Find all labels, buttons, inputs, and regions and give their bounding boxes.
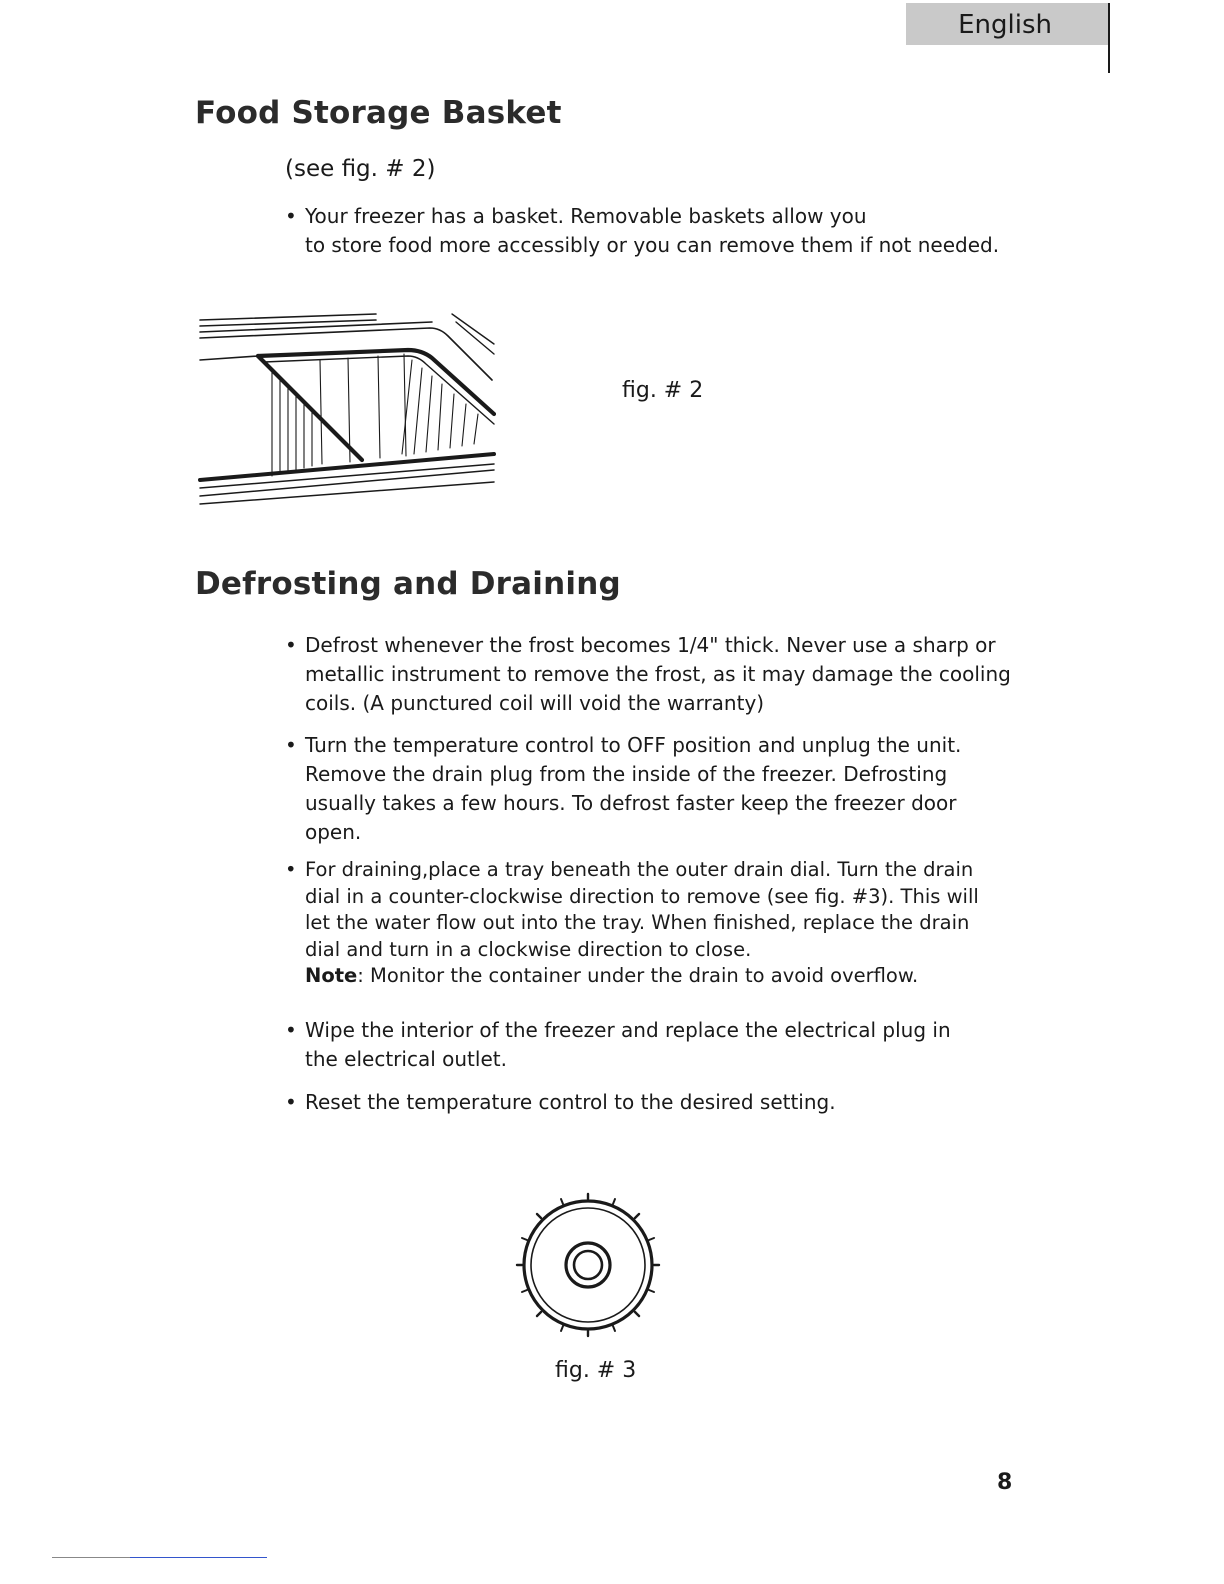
bullet-marker: • [285, 733, 297, 757]
figure-3-caption: fig. # 3 [555, 1358, 637, 1383]
list-item [285, 857, 985, 990]
bullet-text: Wipe the interior of the freezer and replace the electrical plug in the electrical outlet. [305, 1018, 951, 1071]
bullet-text: Defrost whenever the frost becomes 1/4" thick. Never use a sharp or metallic instrument to remove the frost, as it may damage the cooling coils. (A punctured coil will void the warranty) [305, 633, 1011, 715]
bullet-marker: • [285, 1090, 297, 1114]
note-label: Note [305, 964, 358, 987]
list-item [285, 1016, 985, 1074]
footer-link-rule [130, 1557, 267, 1558]
see-figure-reference: (see fig. # 2) [285, 156, 436, 182]
note-text: : Monitor the container under the drain to avoid overflow. [357, 964, 919, 987]
section-title-food-storage-basket: Food Storage Basket [195, 95, 562, 131]
drain-dial-illustration [513, 1190, 663, 1340]
language-tab-label: English [958, 10, 1052, 40]
bullet-text: For draining,place a tray beneath the outer drain dial. Turn the drain dial in a counter-clockwise direction to remove (see fig. #3). This will let the water flow out into the tray. When finished, replace the drain dial and turn in a clockwise direction to close. [305, 858, 979, 961]
figure-2-caption: fig. # 2 [622, 378, 704, 403]
list-item [285, 631, 1025, 718]
language-tab-rule [1108, 3, 1110, 73]
list-item [285, 202, 1045, 260]
bullet-text-line-1: Your freezer has a basket. Removable baskets allow you [305, 204, 867, 228]
basket-illustration [196, 308, 496, 508]
list-item [285, 1088, 985, 1117]
footer-rule [52, 1557, 130, 1558]
bullet-text-line-2: to store food more accessibly or you can remove them if not needed. [305, 233, 1000, 257]
page-number: 8 [997, 1470, 1013, 1495]
bullet-marker: • [285, 204, 297, 228]
bullet-text: Turn the temperature control to OFF position and unplug the unit. Remove the drain plug from the inside of the freezer. Defrosting usually takes a few hours. To defrost faster keep the freezer door open. [305, 733, 962, 844]
list-item [285, 731, 985, 847]
bullet-marker: • [285, 858, 297, 881]
bullet-marker: • [285, 633, 297, 657]
bullet-marker: • [285, 1018, 297, 1042]
bullet-text: Reset the temperature control to the desired setting. [305, 1090, 836, 1114]
note-line [305, 963, 985, 990]
language-tab [906, 3, 1110, 45]
section-title-defrosting-and-draining: Defrosting and Draining [195, 566, 621, 602]
